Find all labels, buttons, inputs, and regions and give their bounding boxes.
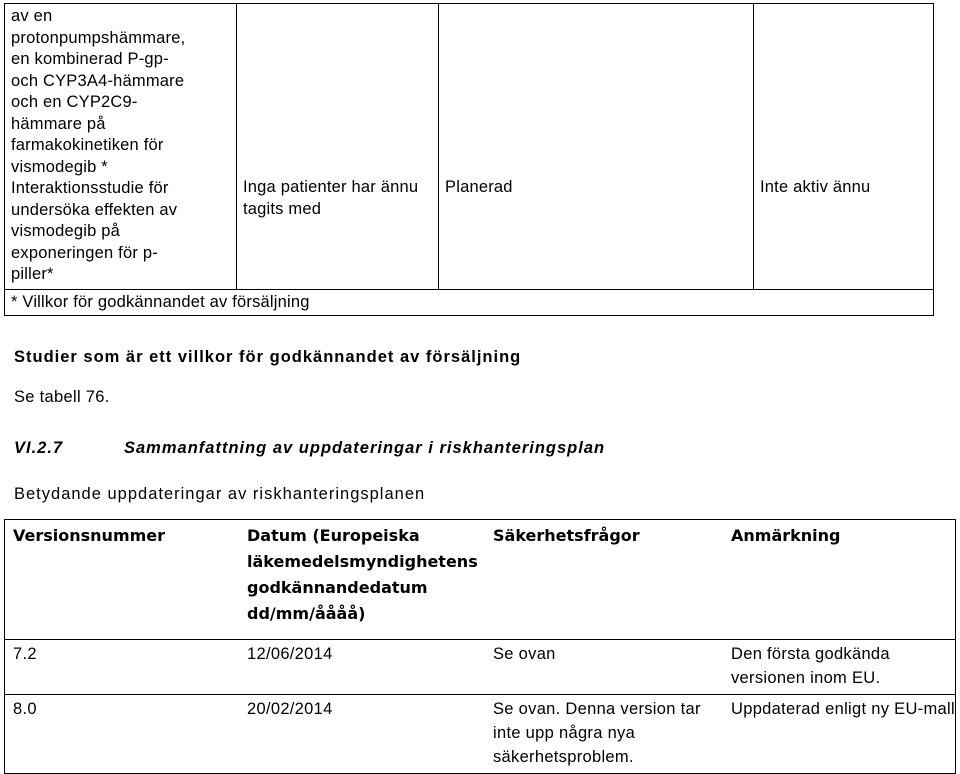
study-planned-text: Planerad	[445, 178, 513, 196]
study-description-line: undersöka effekten av	[11, 200, 178, 219]
version-cell: 8.0	[5, 695, 240, 774]
table-row	[5, 640, 956, 695]
see-table-text: Se tabell 76.	[14, 388, 110, 406]
study-description-line: en kombinerad P-gp-	[11, 50, 169, 68]
header-remark: Anmärkning	[723, 520, 956, 640]
footnote-cell	[5, 289, 934, 316]
study-description-line: och CYP3A4-hämmare	[11, 71, 185, 90]
study-status-patients-cell	[237, 4, 439, 290]
subheading: Betydande uppdateringar av riskhanteringsplanen	[14, 485, 426, 503]
date-cell: 12/06/2014	[239, 640, 485, 695]
study-description-line: och en CYP2C9-	[11, 93, 138, 111]
remark-cell: Uppdaterad enligt ny EU-mall	[723, 695, 956, 774]
study-active-text: Inte aktiv ännu	[760, 178, 871, 196]
footnote-text: * Villkor för godkännandet av försäljning	[11, 292, 310, 311]
study-planned-cell	[439, 4, 754, 290]
header-date: Datum (Europeiska läkemedelsmyndighetens godkännandedatum dd/mm/åååå)	[247, 526, 478, 623]
study-description-cell	[5, 4, 237, 290]
study-description	[11, 6, 231, 286]
study-description-line: exponeringen för p-	[11, 243, 158, 262]
section-title: Sammanfattning av uppdateringar i riskhanteringsplan	[124, 439, 606, 457]
version-table	[4, 519, 956, 774]
table-row	[5, 695, 956, 774]
study-description-line: vismodegib på	[11, 222, 120, 240]
section-heading: Studier som är ett villkor för godkännandet av försäljning	[14, 348, 522, 366]
study-row	[5, 4, 934, 290]
safety-cell: Se ovan	[485, 640, 723, 695]
study-description-line: av en	[11, 7, 53, 25]
version-cell: 7.2	[5, 640, 240, 695]
study-active-cell	[754, 4, 934, 290]
remark-cell: Den första godkända versionen inom EU.	[723, 640, 956, 695]
study-patients-text: Inga patienter har ännu tagits med	[243, 178, 419, 218]
study-description-line: farmakokinetiken för	[11, 136, 164, 154]
date-cell: 20/02/2014	[239, 695, 485, 774]
study-table	[4, 3, 934, 316]
study-description-line: hämmare på	[11, 114, 106, 133]
study-description-line: vismodegib *	[11, 157, 108, 176]
study-description-line: piller*	[11, 265, 54, 283]
study-description-line: Interaktionsstudie för	[11, 179, 169, 197]
header-safety: Säkerhetsfrågor	[493, 526, 640, 545]
version-table-header	[5, 520, 956, 640]
header-version: Versionsnummer	[5, 520, 240, 640]
study-description-line: protonpumpshämmare,	[11, 28, 186, 47]
footnote-row	[5, 289, 934, 316]
safety-cell: Se ovan. Denna version tar inte upp några nya säkerhetsproblem.	[485, 695, 723, 774]
section-number: VI.2.7	[14, 439, 64, 457]
